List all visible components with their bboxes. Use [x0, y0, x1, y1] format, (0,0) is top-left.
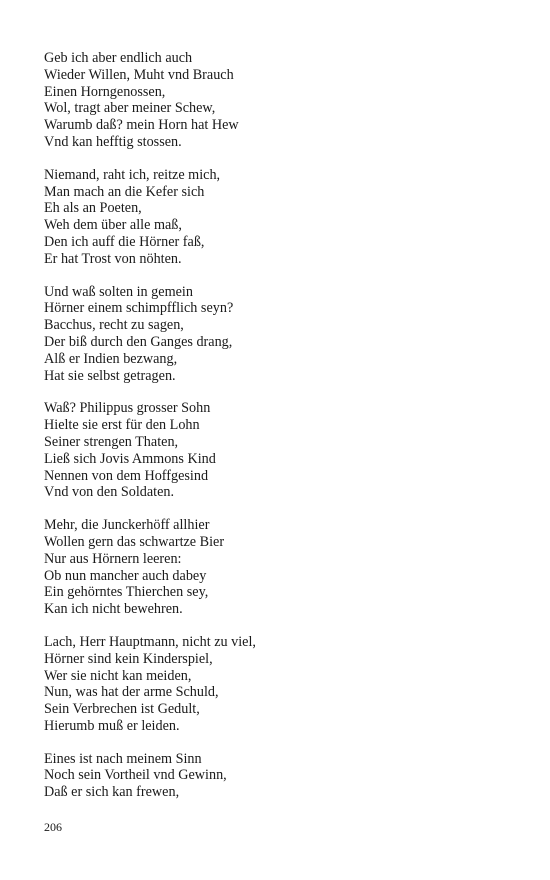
- stanza-5: [44, 517, 514, 618]
- poem-line: Den ich auff die Hörner faß,: [44, 233, 205, 250]
- poem-line: Hörner einem schimpfflich seyn?: [44, 300, 234, 317]
- stanza-6: [44, 634, 514, 735]
- poem-line: Niemand, raht ich, reitze mich,: [44, 166, 221, 183]
- poem-line: Eines ist nach meinem Sinn: [44, 750, 202, 767]
- poem-line: Ob nun mancher auch dabey: [44, 567, 207, 584]
- poem-line: Hat sie selbst getragen.: [44, 367, 176, 384]
- poem-body: [44, 50, 514, 817]
- poem-line: Wol, tragt aber meiner Schew,: [44, 100, 216, 117]
- poem-line: Nun, was hat der arme Schuld,: [44, 684, 219, 701]
- poem-line: Hörner sind kein Kinderspiel,: [44, 650, 213, 667]
- poem-line: Und waß solten in gemein: [44, 283, 193, 300]
- poem-line: Nur aus Hörnern leeren:: [44, 550, 182, 567]
- poem-line: Bacchus, recht zu sagen,: [44, 317, 184, 334]
- poem-line: Einen Horngenossen,: [44, 83, 166, 100]
- poem-line: Man mach an die Kefer sich: [44, 183, 205, 200]
- poem-line: Wollen gern das schwartze Bier: [44, 533, 225, 550]
- poem-line: Eh als an Poeten,: [44, 200, 142, 217]
- poem-line: Vnd kan hefftig stossen.: [44, 133, 182, 150]
- stanza-2: [44, 167, 514, 268]
- stanza-7: [44, 751, 514, 801]
- poem-line: Er hat Trost von nöhten.: [44, 250, 182, 267]
- poem-line: Hielte sie erst für den Lohn: [44, 417, 200, 434]
- poem-line: Daß er sich kan frewen,: [44, 784, 180, 801]
- poem-line: Kan ich nicht bewehren.: [44, 601, 183, 618]
- poem-line: Mehr, die Junckerhöff allhier: [44, 517, 210, 534]
- poem-line: Nennen von dem Hoffgesind: [44, 467, 209, 484]
- poem-line: Sein Verbrechen ist Gedult,: [44, 701, 200, 718]
- poem-line: Weh dem über alle maß,: [44, 217, 182, 234]
- page-number: 206: [44, 820, 62, 834]
- poem-line: Alß er Indien bezwang,: [44, 350, 178, 367]
- poem-line: Wieder Willen, Muht vnd Brauch: [44, 66, 234, 83]
- poem-line: Ein gehörntes Thierchen sey,: [44, 584, 209, 601]
- poem-line: Vnd von den Soldaten.: [44, 484, 175, 501]
- poem-line: Hierumb muß er leiden.: [44, 717, 180, 734]
- poem-line: Noch sein Vortheil vnd Gewinn,: [44, 767, 227, 784]
- poem-line: Seiner strengen Thaten,: [44, 433, 179, 450]
- stanza-3: [44, 284, 514, 385]
- stanza-4: [44, 400, 514, 501]
- poem-line: Wer sie nicht kan meiden,: [44, 667, 192, 684]
- stanza-1: [44, 50, 514, 151]
- poem-line: Ließ sich Jovis Ammons Kind: [44, 450, 216, 467]
- poem-line: Waß? Philippus grosser Sohn: [44, 400, 211, 417]
- poem-line: Lach, Herr Hauptmann, nicht zu viel,: [44, 633, 256, 650]
- poem-line: Der biß durch den Ganges drang,: [44, 333, 233, 350]
- poem-line: Warumb daß? mein Horn hat Hew: [44, 117, 239, 134]
- poem-line: Geb ich aber endlich auch: [44, 50, 193, 66]
